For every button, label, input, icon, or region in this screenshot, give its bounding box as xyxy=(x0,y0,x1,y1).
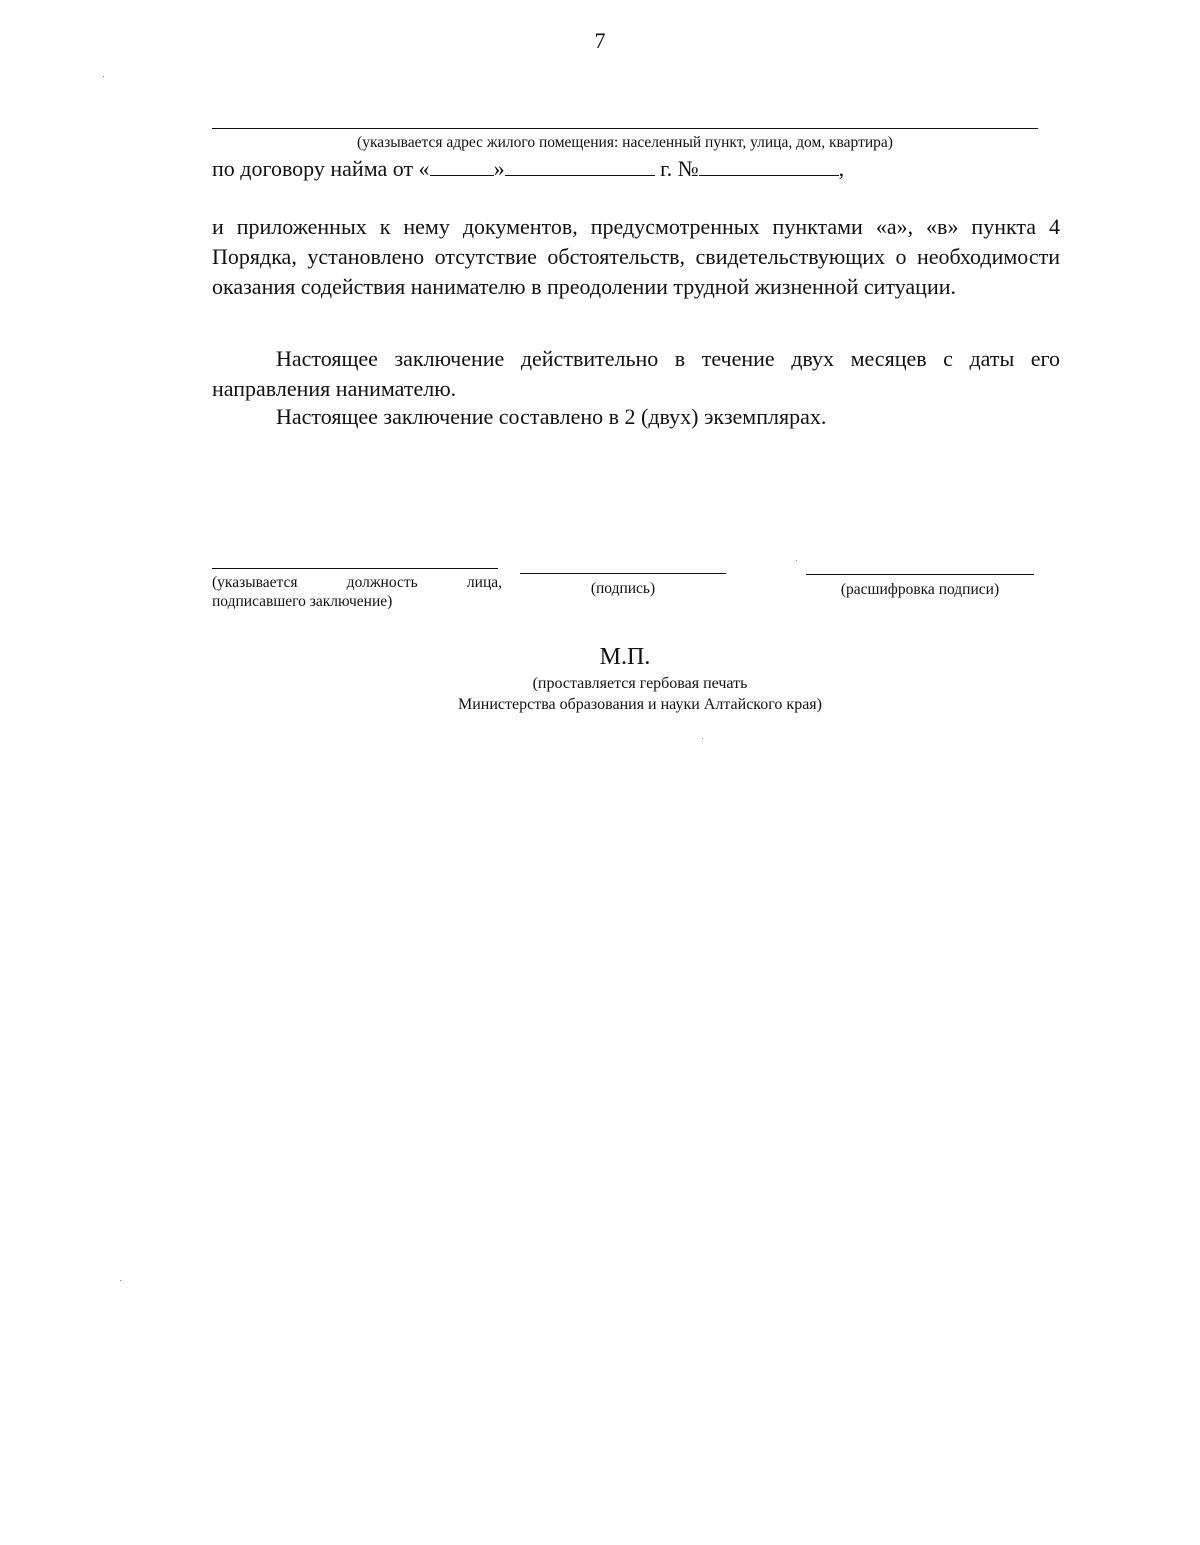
signature-line xyxy=(520,573,726,574)
signature-decode-line xyxy=(806,574,1034,575)
contract-month-blank xyxy=(505,157,655,176)
stamp-caption xyxy=(0,673,1200,715)
contract-year-label: г. № xyxy=(654,156,699,181)
scan-speck xyxy=(120,1280,121,1281)
position-caption-line1: (указывается должность лица, xyxy=(212,574,502,591)
body-paragraph: и приложенных к нему документов, предусмотренных пунктами «а», «в» пункта 4 Порядка, установлено отсутствие обстоятельств, свидетельствующих о необходимости оказания содействия нанимателю в преодолении трудной жизненной ситуации. xyxy=(212,214,1060,299)
contract-day-blank xyxy=(430,157,494,176)
signature-caption: (подпись) xyxy=(590,580,656,597)
contract-close-quote: » xyxy=(493,156,505,181)
stamp-caption-line2: Министерства образования и науки Алтайского края) xyxy=(458,696,822,713)
contract-suffix: , xyxy=(838,156,845,181)
copies-paragraph: Настоящее заключение составлено в 2 (двух) экземплярах. xyxy=(276,404,827,429)
stamp-caption-line1: (проставляется гербовая печать xyxy=(532,675,748,692)
scan-speck xyxy=(702,738,703,739)
stamp-label: М.П. xyxy=(599,644,651,670)
address-caption: (указывается адрес жилого помещения: населенный пункт, улица, дом, квартира) xyxy=(357,134,893,151)
validity-paragraph: Настоящее заключение действительно в течение двух месяцев с даты его направления нанимателю. xyxy=(212,346,1060,401)
position-signature-line xyxy=(212,568,498,569)
page-number: 7 xyxy=(594,28,606,53)
position-caption xyxy=(212,573,502,611)
position-caption-line2: подписавшего заключение) xyxy=(212,593,393,610)
contract-number-blank xyxy=(699,157,839,176)
scan-speck xyxy=(796,560,797,561)
scan-speck xyxy=(103,76,104,77)
signature-decode-caption: (расшифровка подписи) xyxy=(840,581,1000,598)
contract-line xyxy=(212,156,844,182)
contract-prefix: по договору найма от « xyxy=(212,156,430,181)
address-underline xyxy=(212,128,1038,129)
